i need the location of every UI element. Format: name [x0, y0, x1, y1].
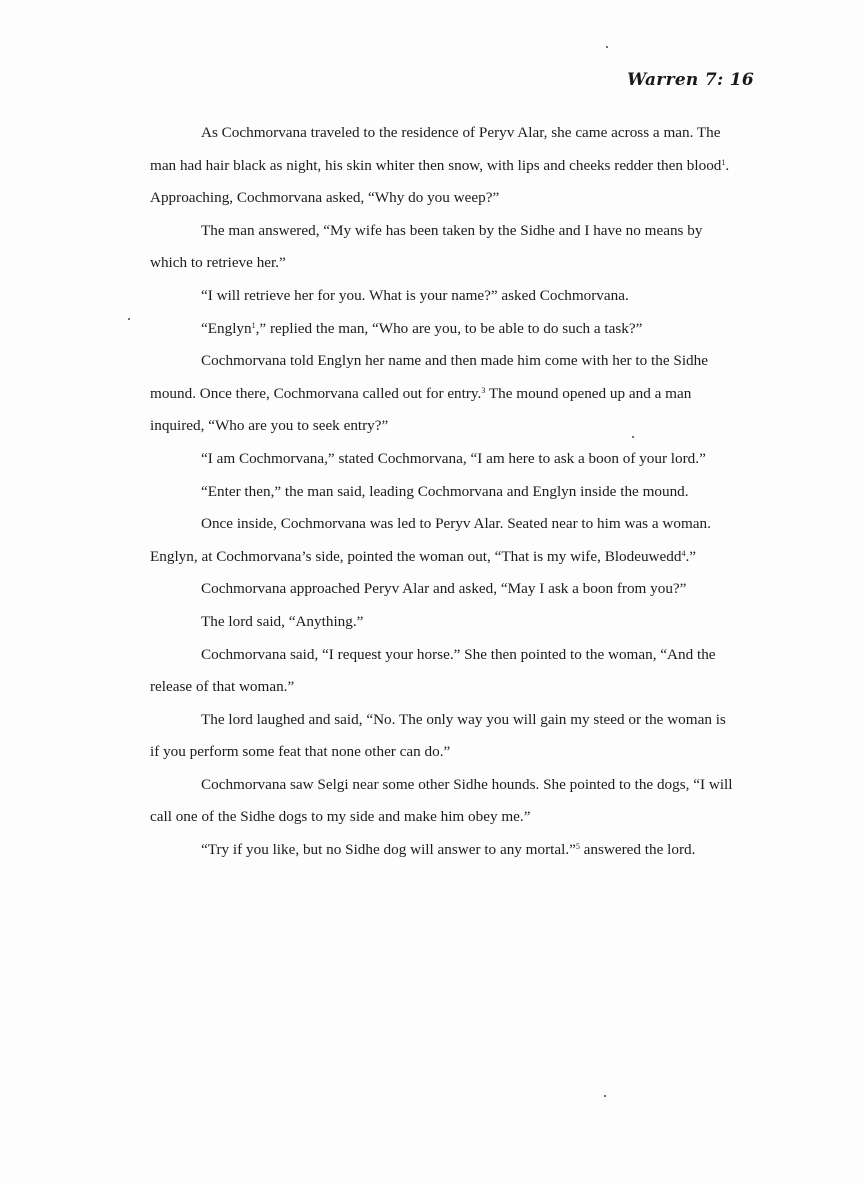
text-run: “I am Cochmorvana,” stated Cochmorvana, “I am here to ask a boon of your lord.” [201, 449, 706, 467]
text-run: “Englyn [201, 319, 252, 337]
footnote-marker: 4 [681, 548, 686, 558]
scan-speck [632, 436, 634, 438]
text-run: “Try if you like, but no Sidhe dog will answer to any mortal.” [201, 841, 576, 859]
text-run: Cochmorvana approached Peryv Alar and asked, “May I ask a boon from you?” [201, 580, 687, 598]
paragraph [150, 606, 735, 639]
footnote-marker: 1 [721, 157, 726, 167]
paragraph [150, 573, 735, 606]
text-run: . Approaching, Cochmorvana asked, “Why do you weep?” [150, 156, 730, 207]
text-run: .” [685, 547, 697, 565]
footnote-marker: 5 [575, 842, 580, 852]
text-run: The mound opened up and a man inquired, “Who are you to seek entry?” [150, 384, 692, 435]
paragraph [150, 834, 735, 867]
paragraph [150, 215, 735, 280]
text-run: ,” replied the man, “Who are you, to be able to do such a task?” [255, 319, 643, 337]
footnote-marker: 3 [481, 385, 486, 395]
text-run: answered the lord. [579, 841, 696, 859]
running-head: Warren 7: 16 [627, 70, 754, 90]
paragraph [150, 508, 735, 573]
paragraph [150, 345, 735, 443]
text-run: The lord laughed and said, “No. The only way you will gain my steed or the woman is if you perform some feat that none other can do.” [150, 710, 726, 761]
text-run: “I will retrieve her for you. What is your name?” asked Cochmorvana. [201, 286, 629, 304]
text-run: Once inside, Cochmorvana was led to Peryv Alar. Seated near to him was a woman. Englyn, at Cochmorvana’s side, pointed the woman out, “That is my wife, Blodeuwedd [150, 515, 711, 565]
scan-speck [604, 1095, 606, 1097]
text-run: Cochmorvana said, “I request your horse.” She then pointed to the woman, “And the release of that woman.” [150, 645, 716, 696]
paragraph [150, 476, 735, 509]
body-text [150, 117, 735, 867]
paragraph [150, 443, 735, 476]
text-run: “Enter then,” the man said, leading Cochmorvana and Englyn inside the mound. [201, 482, 689, 500]
paragraph [150, 639, 735, 704]
paragraph [150, 280, 735, 313]
text-run: Cochmorvana saw Selgi near some other Sidhe hounds. She pointed to the dogs, “I will call one of the Sidhe dogs to my side and make him obey me.” [150, 775, 733, 826]
text-run: The man answered, “My wife has been taken by the Sidhe and I have no means by which to retrieve her.” [150, 221, 703, 272]
paragraph [150, 769, 735, 834]
text-run: The lord said, “Anything.” [201, 612, 364, 630]
text-run: As Cochmorvana traveled to the residence of Peryv Alar, she came across a man. The man had hair black as night, his skin whiter then snow, with lips and cheeks redder then blood [150, 124, 722, 174]
footnote-marker: 1 [251, 320, 256, 330]
paragraph [150, 313, 735, 346]
paragraph [150, 117, 735, 215]
paragraph [150, 704, 735, 769]
scan-speck [128, 318, 130, 320]
text-run: Cochmorvana told Englyn her name and then made him come with her to the Sidhe mound. Once there, Cochmorvana called out for entry. [150, 352, 708, 402]
scan-speck [606, 46, 608, 48]
